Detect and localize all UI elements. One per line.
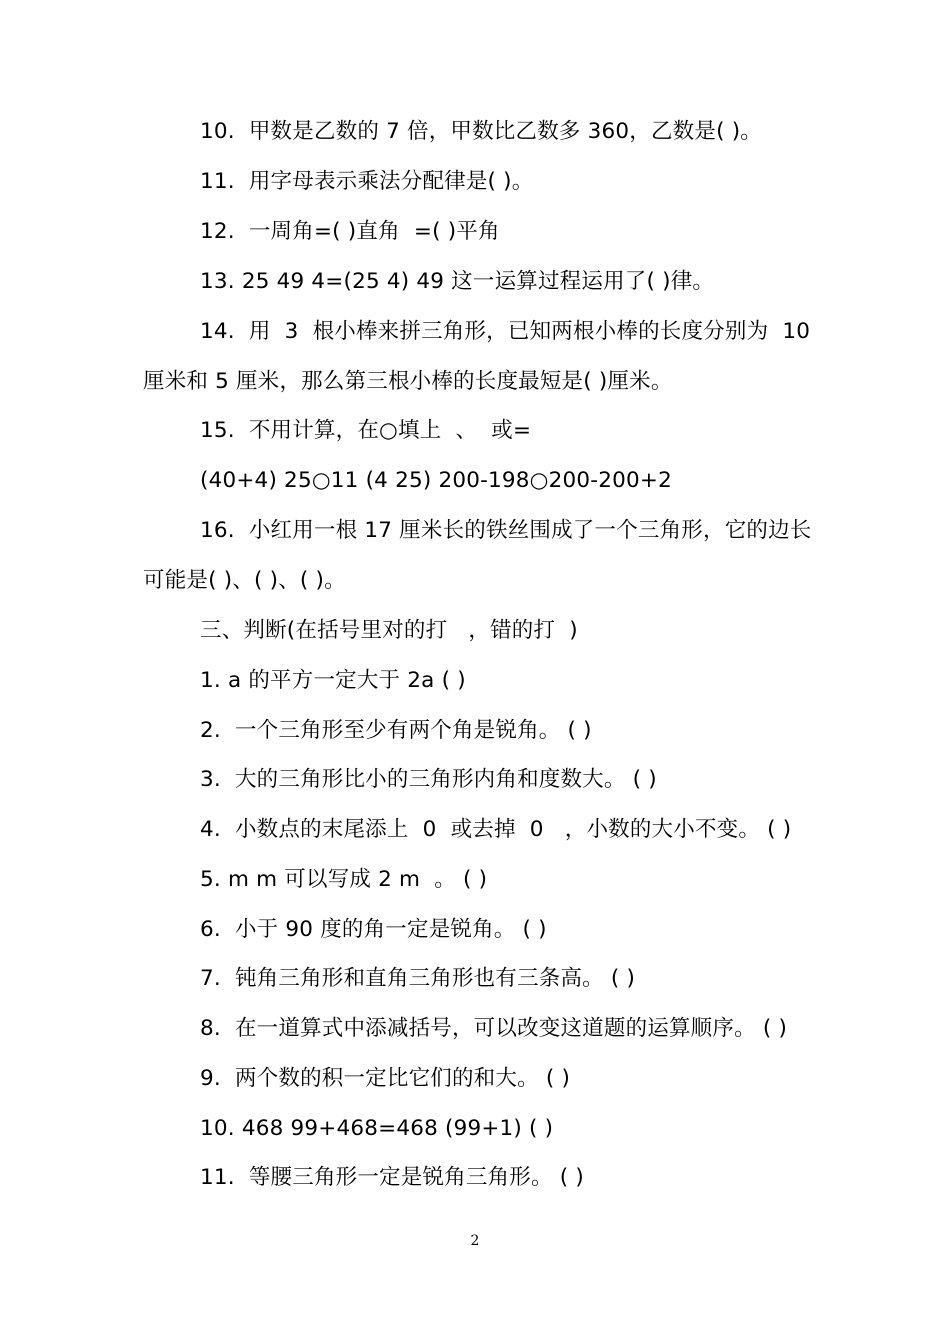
judgment-5: 5. m m 可以写成 2 m 。 ( ) [200, 867, 488, 892]
question-16-line-2: 可能是( )、( )、( )。 [143, 568, 346, 593]
question-13: 13. 25 49 4=(25 4) 49 这一运算过程运用了( )律。 [200, 269, 715, 294]
judgment-10: 10. 468 99+468=468 (99+1) ( ) [200, 1116, 554, 1141]
judgment-4: 4. 小数点的末尾添上 0 或去掉 0 ，小数的大小不变。 ( ) [200, 817, 792, 842]
question-11: 11. 用字母表示乘法分配律是( )。 [200, 169, 534, 194]
question-14-line-1: 14. 用 3 根小棒来拼三角形，已知两根小棒的长度分别为 10 [200, 319, 811, 344]
question-12: 12. 一周角=( )直角 =( )平角 [200, 219, 500, 244]
page-number: 2 [470, 1233, 480, 1249]
judgment-7: 7. 钝角三角形和直角三角形也有三条高。 ( ) [200, 966, 636, 991]
judgment-6: 6. 小于 90 度的角一定是锐角。 ( ) [200, 917, 547, 942]
question-15-expressions: (40+4) 25○11 (4 25) 200-198○200-200+2 [200, 468, 672, 493]
section-heading-judgment: 三、判断(在括号里对的打 ，错的打 ) [200, 618, 578, 643]
judgment-11: 11. 等腰三角形一定是锐角三角形。 ( ) [200, 1165, 584, 1190]
judgment-9: 9. 两个数的积一定比它们的和大。 ( ) [200, 1066, 571, 1091]
question-14-line-2: 厘米和 5 厘米，那么第三根小棒的长度最短是( )厘米。 [143, 369, 673, 394]
judgment-1: 1. a 的平方一定大于 2a ( ) [200, 668, 466, 693]
question-10: 10. 甲数是乙数的 7 倍，甲数比乙数多 360，乙数是( )。 [200, 119, 762, 144]
judgment-3: 3. 大的三角形比小的三角形内角和度数大。 ( ) [200, 767, 657, 792]
judgment-2: 2. 一个三角形至少有两个角是锐角。 ( ) [200, 718, 592, 743]
judgment-8: 8. 在一道算式中添减括号，可以改变这道题的运算顺序。 ( ) [200, 1016, 788, 1041]
question-16-line-1: 16. 小红用一根 17 厘米长的铁丝围成了一个三角形，它的边长 [200, 518, 812, 543]
question-15: 15. 不用计算，在○填上 、 或= [200, 418, 532, 443]
